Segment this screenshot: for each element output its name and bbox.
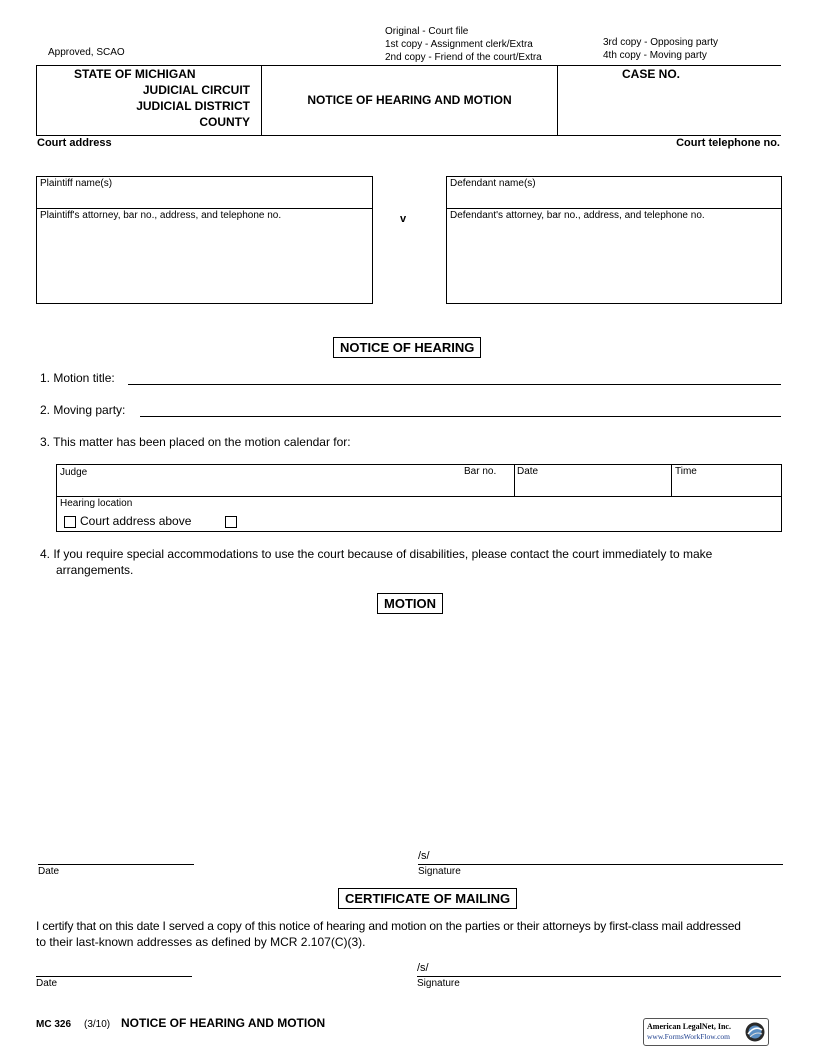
court-telephone-label: Court telephone no. (676, 137, 780, 149)
certificate-date-field[interactable] (36, 976, 192, 977)
certificate-text-line1: I certify that on this date I served a copy of this notice of hearing and motion on the parties or their attorneys by first-class mail addressed (36, 919, 741, 933)
certificate-signature-label: Signature (417, 978, 460, 989)
copy-original: Original - Court file (385, 26, 469, 37)
court-address-above-label: Court address above (80, 514, 192, 528)
plaintiff-name-label: Plaintiff name(s) (40, 178, 113, 189)
defendant-divider (446, 208, 782, 209)
state-label: STATE OF MICHIGAN (74, 67, 196, 81)
hearing-location-label: Hearing location (60, 498, 133, 509)
notice-heading: NOTICE OF HEARING (333, 337, 481, 358)
copy-distribution-2 (603, 36, 718, 62)
legalnet-logo[interactable] (643, 1018, 769, 1046)
logo-company: American LegalNet, Inc. (647, 1022, 731, 1031)
court-address-checkbox[interactable] (64, 516, 76, 528)
circuit-label: JUDICIAL CIRCUIT (142, 83, 250, 97)
motion-date-field[interactable] (38, 864, 194, 865)
motion-date-label: Date (38, 866, 60, 877)
copy-fourth: 4th copy - Moving party (603, 50, 707, 61)
motion-heading: MOTION (377, 593, 443, 614)
header-left-rule (36, 65, 37, 135)
calendar-label: 3. This matter has been placed on the motion calendar for: (40, 435, 351, 449)
motion-title-label: 1. Motion title: (40, 371, 115, 385)
copy-third: 3rd copy - Opposing party (603, 37, 719, 48)
certificate-heading: CERTIFICATE OF MAILING (338, 888, 517, 909)
globe-icon (744, 1021, 766, 1043)
moving-party-label: 2. Moving party: (40, 403, 126, 417)
moving-party-field[interactable] (140, 416, 781, 417)
date-label: Date (517, 466, 539, 477)
case-no-label: CASE NO. (622, 67, 681, 81)
motion-signature-field[interactable] (418, 864, 783, 865)
plaintiff-divider (36, 208, 373, 209)
defendant-box[interactable] (446, 176, 782, 304)
certificate-signature-field[interactable] (417, 976, 781, 977)
form-number: MC 326 (36, 1019, 72, 1030)
calendar-col-date (514, 464, 515, 496)
versus-label: v (400, 213, 407, 225)
defendant-name-label: Defendant name(s) (450, 178, 536, 189)
certificate-sig-prefix: /s/ (417, 962, 429, 974)
form-title: NOTICE OF HEARING AND MOTION (307, 93, 512, 107)
calendar-row-divider (56, 496, 782, 497)
approved-label: Approved, SCAO (48, 47, 125, 58)
logo-website: www.FormsWorkFlow.com (647, 1032, 731, 1041)
accommodations-line1: 4. If you require special accommodations to use the court because of disabilities, please contact the court immediately to make (40, 547, 713, 561)
motion-body-area[interactable] (40, 620, 780, 840)
form-revision: (3/10) (84, 1019, 111, 1030)
motion-signature-label: Signature (418, 866, 461, 877)
motion-sig-prefix: /s/ (418, 850, 430, 862)
header-top-rule (36, 65, 781, 66)
copy-second: 2nd copy - Friend of the court/Extra (385, 52, 542, 63)
header-div-2 (557, 65, 558, 135)
time-label: Time (675, 466, 697, 477)
other-location-checkbox[interactable] (225, 516, 237, 528)
certificate-date-label: Date (36, 978, 58, 989)
judge-label: Judge (60, 467, 88, 478)
bar-no-label: Bar no. (464, 466, 497, 477)
court-address-option[interactable] (64, 514, 191, 528)
defendant-attorney-label: Defendant's attorney, bar no., address, and telephone no. (450, 210, 705, 221)
court-address-label: Court address (37, 137, 112, 149)
footer-title: NOTICE OF HEARING AND MOTION (121, 1016, 326, 1030)
calendar-col-time (671, 464, 672, 496)
copy-first: 1st copy - Assignment clerk/Extra (385, 39, 533, 50)
plaintiff-box[interactable] (36, 176, 373, 304)
district-label: JUDICIAL DISTRICT (136, 99, 250, 113)
accommodations-line2: arrangements. (56, 563, 134, 577)
motion-title-field[interactable] (128, 384, 781, 385)
plaintiff-attorney-label: Plaintiff's attorney, bar no., address, and telephone no. (40, 210, 282, 221)
header-bottom-rule (36, 135, 781, 136)
county-label: COUNTY (199, 115, 250, 129)
certificate-text-line2: to their last-known addresses as defined by MCR 2.107(C)(3). (36, 935, 366, 949)
copy-distribution-1 (385, 25, 542, 64)
